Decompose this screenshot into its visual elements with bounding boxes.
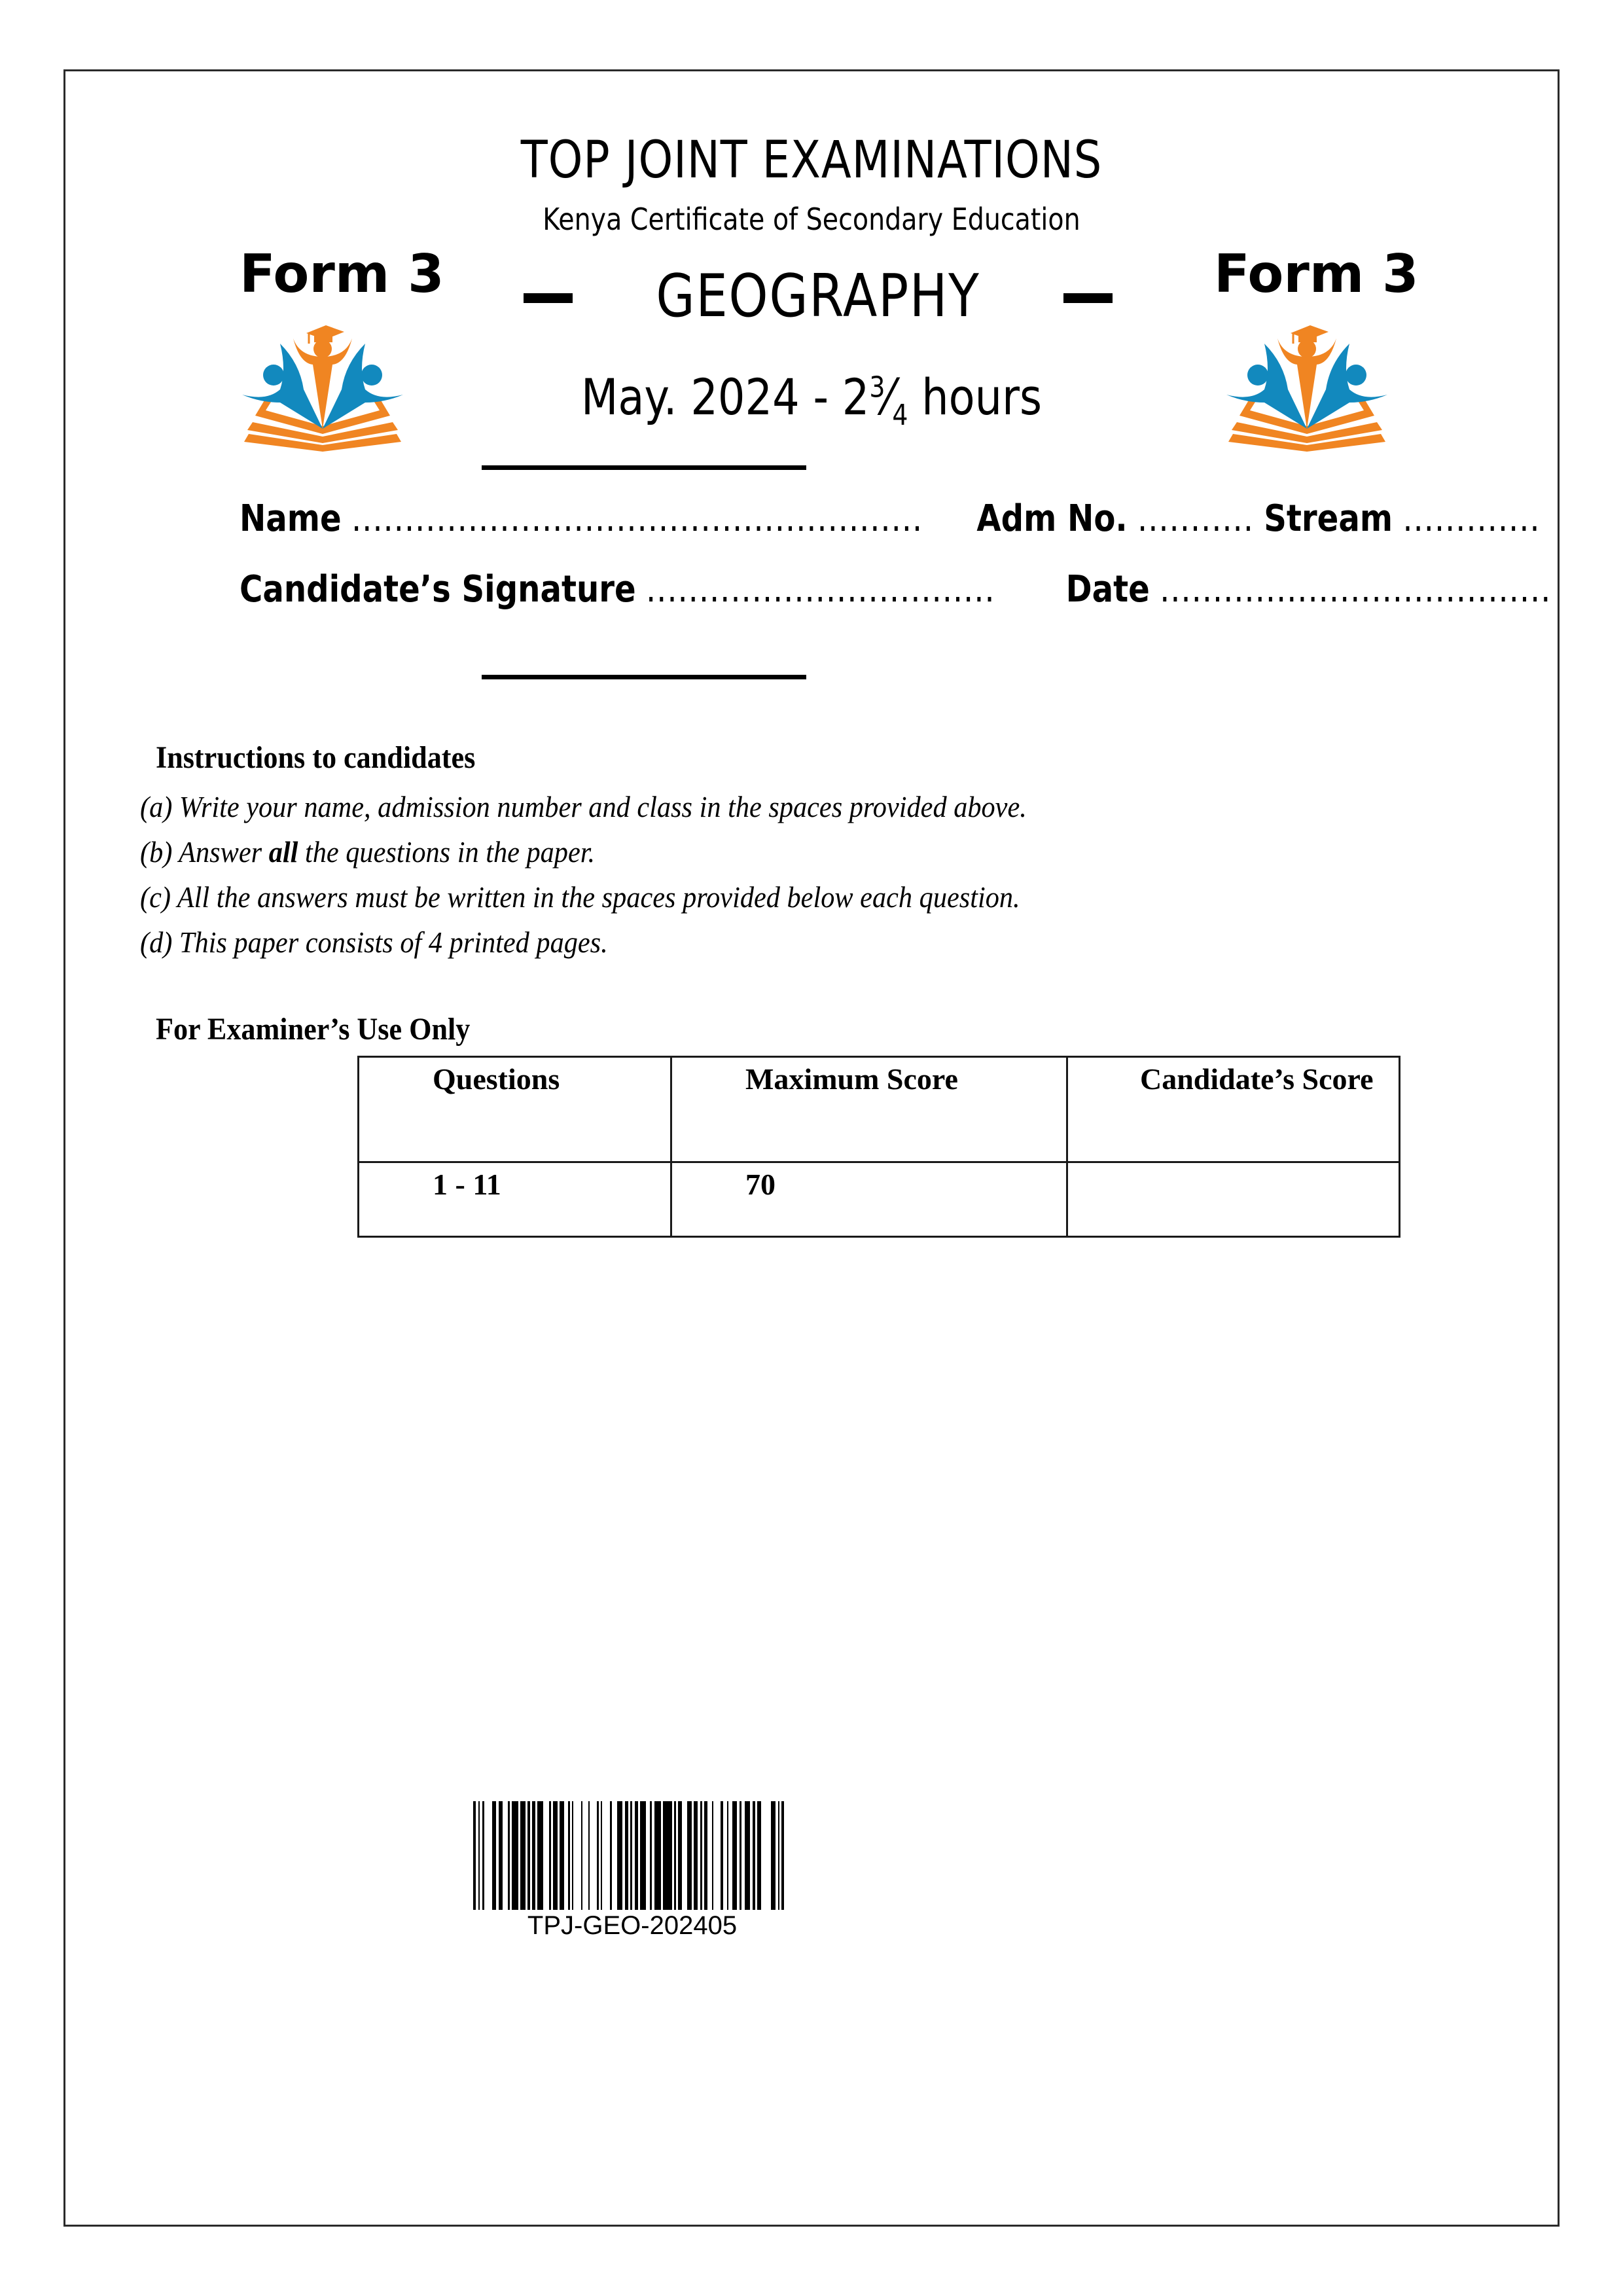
duration-suffix: hours — [908, 368, 1043, 426]
instruction-text: All the answers must be written in the spaces provided below each question. — [177, 880, 1020, 914]
instruction-marker: (b) — [140, 835, 173, 869]
stream-label: Stream — [1264, 497, 1393, 540]
instruction-item — [140, 920, 1027, 965]
fraction-numerator: 3 — [869, 370, 885, 404]
signature-label: Candidate’s Signature — [240, 568, 636, 611]
instruction-text: This paper consists of 4 printed pages. — [179, 925, 608, 959]
education-logo-icon — [241, 324, 404, 455]
instruction-marker: (d) — [140, 925, 173, 959]
instruction-marker: (a) — [140, 790, 173, 823]
instructions-heading: Instructions to candidates — [156, 740, 476, 775]
instruction-text: Write your name, admission number and class in the spaces provided above. — [179, 790, 1027, 823]
form-level-right: Form 3 — [1214, 243, 1419, 304]
stream-field[interactable]: ............. — [1402, 497, 1541, 540]
subject-row — [524, 262, 1113, 331]
signature-field[interactable]: ................................. — [645, 568, 995, 611]
instruction-text: Answer — [179, 835, 269, 869]
organization-title: TOP JOINT EXAMINATIONS — [520, 131, 1103, 190]
date-label: Date — [1065, 568, 1150, 611]
instructions-list — [140, 784, 1104, 965]
table-row — [359, 1162, 1400, 1237]
fraction-separator: ⁄ — [885, 368, 893, 426]
cell-maximum-score: 70 — [671, 1162, 1067, 1237]
examiner-score-table — [357, 1056, 1400, 1238]
cell-candidate-score[interactable] — [1067, 1162, 1400, 1237]
cell-questions: 1 - 11 — [359, 1162, 671, 1237]
dash-decoration-right — [1063, 293, 1113, 303]
education-logo-icon — [1225, 324, 1389, 455]
candidate-fields-row-2 — [240, 568, 1551, 611]
column-header-maximum-score: Maximum Score — [671, 1057, 1067, 1162]
candidate-fields-row-1 — [240, 497, 1541, 540]
table-header-row — [359, 1057, 1400, 1162]
dash-decoration-left — [524, 293, 573, 303]
fraction-denominator: 4 — [892, 399, 908, 433]
instruction-text: the questions in the paper. — [298, 835, 596, 869]
barcode-icon — [470, 1801, 794, 1910]
instruction-item — [140, 874, 1027, 920]
instruction-emphasis: all — [268, 835, 298, 869]
header-divider-top — [482, 465, 806, 470]
form-level-left: Form 3 — [240, 243, 444, 304]
barcode-text: TPJ-GEO-202405 — [527, 1911, 738, 1940]
instruction-item — [140, 829, 1027, 874]
date-field[interactable]: ..................................... — [1160, 568, 1552, 611]
subject-title: GEOGRAPHY — [656, 262, 980, 331]
adm-no-field[interactable]: ........... — [1137, 497, 1254, 540]
column-header-candidate-score: Candidate’s Score — [1067, 1057, 1400, 1162]
header-divider-bottom — [482, 675, 806, 679]
date-prefix: May. 2024 - 2 — [580, 368, 870, 426]
column-header-questions: Questions — [359, 1057, 671, 1162]
name-label: Name — [240, 497, 342, 540]
adm-no-label: Adm No. — [976, 497, 1128, 540]
instruction-marker: (c) — [140, 880, 171, 914]
examiner-heading: For Examiner’s Use Only — [156, 1012, 471, 1047]
certificate-subtitle: Kenya Certificate of Secondary Education — [543, 202, 1080, 237]
name-field[interactable]: ...................................................... — [351, 497, 923, 540]
instruction-item — [140, 784, 1027, 829]
